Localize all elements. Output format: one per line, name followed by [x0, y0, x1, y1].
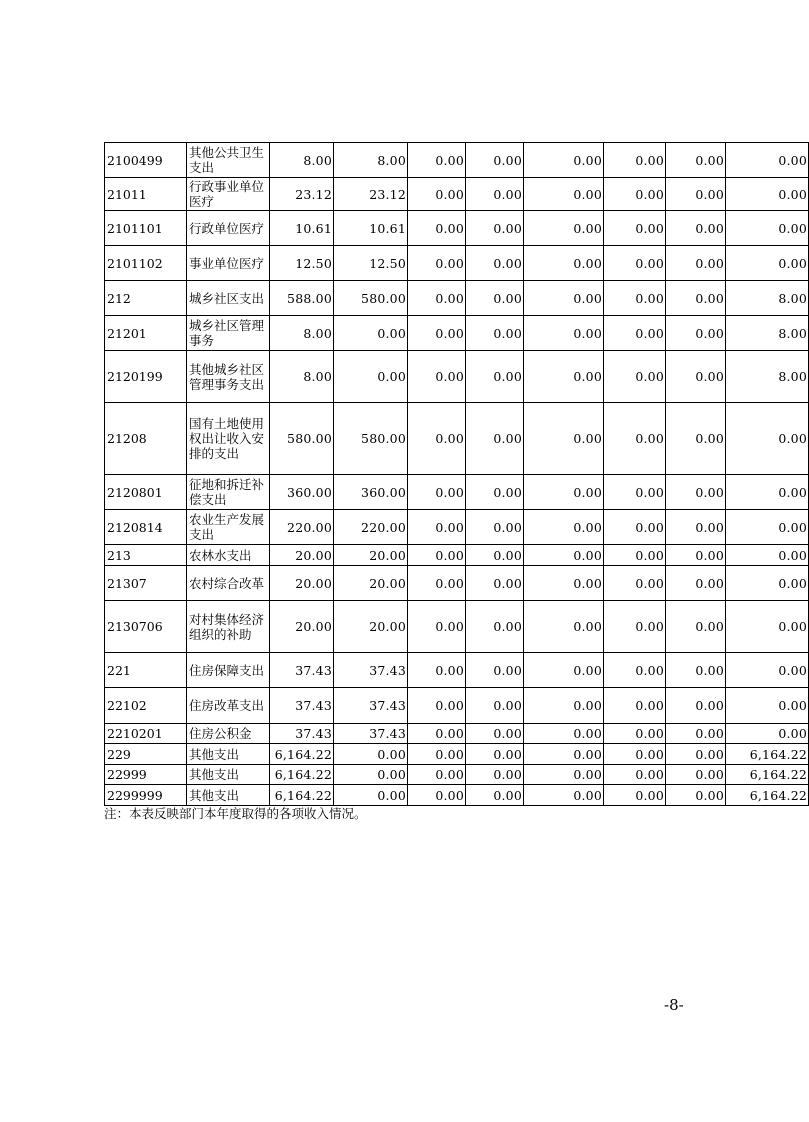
amount-cell: 0.00 [466, 281, 524, 316]
amount-cell: 0.00 [466, 724, 524, 744]
subject-code-cell: 2210201 [105, 724, 187, 744]
amount-cell: 0.00 [666, 601, 726, 653]
amount-cell: 0.00 [408, 403, 466, 475]
amount-cell: 0.00 [524, 178, 604, 211]
subject-code-cell: 2120199 [105, 351, 187, 403]
amount-cell: 0.00 [408, 653, 466, 688]
amount-cell: 580.00 [334, 281, 408, 316]
table-row [105, 211, 809, 246]
table-body [105, 143, 809, 806]
table-row [105, 246, 809, 281]
amount-cell: 23.12 [270, 178, 334, 211]
amount-cell: 0.00 [666, 724, 726, 744]
amount-cell: 0.00 [726, 724, 809, 744]
amount-cell: 0.00 [666, 351, 726, 403]
amount-cell: 0.00 [466, 545, 524, 566]
amount-cell: 0.00 [524, 744, 604, 765]
amount-cell: 0.00 [524, 510, 604, 545]
amount-cell: 0.00 [408, 316, 466, 351]
amount-cell: 6,164.22 [726, 765, 809, 785]
subject-name-cell: 行政单位医疗 [187, 211, 270, 246]
subject-code-cell: 229 [105, 744, 187, 765]
amount-cell: 0.00 [726, 475, 809, 510]
amount-cell: 37.43 [270, 724, 334, 744]
amount-cell: 0.00 [726, 601, 809, 653]
amount-cell: 37.43 [270, 653, 334, 688]
amount-cell: 0.00 [726, 653, 809, 688]
amount-cell: 0.00 [408, 688, 466, 724]
amount-cell: 0.00 [524, 601, 604, 653]
amount-cell: 0.00 [666, 178, 726, 211]
amount-cell: 580.00 [334, 403, 408, 475]
subject-name-cell: 事业单位医疗 [187, 246, 270, 281]
amount-cell: 0.00 [726, 246, 809, 281]
amount-cell: 23.12 [334, 178, 408, 211]
amount-cell: 0.00 [666, 765, 726, 785]
amount-cell: 220.00 [334, 510, 408, 545]
amount-cell: 0.00 [604, 281, 666, 316]
amount-cell: 0.00 [408, 765, 466, 785]
subject-name-cell: 农业生产发展支出 [187, 510, 270, 545]
amount-cell: 0.00 [408, 545, 466, 566]
amount-cell: 6,164.22 [270, 765, 334, 785]
amount-cell: 0.00 [466, 211, 524, 246]
page-number: -8- [664, 996, 684, 1014]
amount-cell: 8.00 [726, 281, 809, 316]
amount-cell: 0.00 [466, 785, 524, 806]
amount-cell: 0.00 [726, 688, 809, 724]
amount-cell: 0.00 [408, 744, 466, 765]
amount-cell: 360.00 [270, 475, 334, 510]
amount-cell: 0.00 [666, 510, 726, 545]
amount-cell: 0.00 [408, 566, 466, 601]
amount-cell: 20.00 [270, 566, 334, 601]
amount-cell: 0.00 [524, 475, 604, 510]
amount-cell: 0.00 [466, 403, 524, 475]
subject-code-cell: 21307 [105, 566, 187, 601]
subject-code-cell: 2100499 [105, 143, 187, 178]
table-row [105, 724, 809, 744]
income-table [104, 142, 809, 806]
subject-code-cell: 221 [105, 653, 187, 688]
amount-cell: 0.00 [334, 785, 408, 806]
amount-cell: 0.00 [666, 545, 726, 566]
amount-cell: 0.00 [466, 246, 524, 281]
subject-code-cell: 22102 [105, 688, 187, 724]
amount-cell: 20.00 [270, 601, 334, 653]
amount-cell: 37.43 [270, 688, 334, 724]
amount-cell: 8.00 [334, 143, 408, 178]
amount-cell: 12.50 [334, 246, 408, 281]
amount-cell: 0.00 [408, 281, 466, 316]
subject-code-cell: 21208 [105, 403, 187, 475]
subject-code-cell: 21011 [105, 178, 187, 211]
amount-cell: 0.00 [408, 475, 466, 510]
amount-cell: 8.00 [270, 351, 334, 403]
subject-name-cell: 城乡社区支出 [187, 281, 270, 316]
amount-cell: 0.00 [408, 724, 466, 744]
amount-cell: 0.00 [524, 281, 604, 316]
amount-cell: 0.00 [466, 744, 524, 765]
amount-cell: 0.00 [666, 785, 726, 806]
amount-cell: 20.00 [270, 545, 334, 566]
amount-cell: 0.00 [726, 403, 809, 475]
amount-cell: 0.00 [666, 744, 726, 765]
amount-cell: 0.00 [604, 744, 666, 765]
amount-cell: 37.43 [334, 724, 408, 744]
amount-cell: 0.00 [524, 785, 604, 806]
subject-code-cell: 21201 [105, 316, 187, 351]
amount-cell: 8.00 [270, 316, 334, 351]
amount-cell: 0.00 [666, 143, 726, 178]
amount-cell: 10.61 [334, 211, 408, 246]
amount-cell: 0.00 [408, 143, 466, 178]
subject-code-cell: 2299999 [105, 785, 187, 806]
table-row [105, 351, 809, 403]
subject-code-cell: 2120801 [105, 475, 187, 510]
amount-cell: 6,164.22 [270, 785, 334, 806]
amount-cell: 0.00 [524, 143, 604, 178]
amount-cell: 37.43 [334, 688, 408, 724]
subject-name-cell: 征地和拆迁补偿支出 [187, 475, 270, 510]
amount-cell: 0.00 [466, 351, 524, 403]
table-row [105, 744, 809, 765]
amount-cell: 0.00 [604, 724, 666, 744]
amount-cell: 0.00 [604, 403, 666, 475]
subject-name-cell: 住房保障支出 [187, 653, 270, 688]
amount-cell: 0.00 [666, 316, 726, 351]
subject-code-cell: 22999 [105, 765, 187, 785]
amount-cell: 0.00 [334, 744, 408, 765]
subject-name-cell: 其他支出 [187, 744, 270, 765]
table-row [105, 316, 809, 351]
subject-name-cell: 住房改革支出 [187, 688, 270, 724]
amount-cell: 0.00 [408, 246, 466, 281]
amount-cell: 0.00 [604, 178, 666, 211]
amount-cell: 0.00 [604, 316, 666, 351]
amount-cell: 6,164.22 [270, 744, 334, 765]
amount-cell: 0.00 [408, 178, 466, 211]
amount-cell: 0.00 [604, 545, 666, 566]
amount-cell: 0.00 [604, 765, 666, 785]
amount-cell: 0.00 [666, 281, 726, 316]
amount-cell: 0.00 [726, 178, 809, 211]
amount-cell: 10.61 [270, 211, 334, 246]
amount-cell: 0.00 [604, 601, 666, 653]
amount-cell: 0.00 [726, 566, 809, 601]
subject-name-cell: 其他支出 [187, 785, 270, 806]
subject-code-cell: 2120814 [105, 510, 187, 545]
amount-cell: 6,164.22 [726, 785, 809, 806]
amount-cell: 37.43 [334, 653, 408, 688]
amount-cell: 0.00 [408, 510, 466, 545]
table-row [105, 510, 809, 545]
amount-cell: 0.00 [604, 785, 666, 806]
subject-code-cell: 212 [105, 281, 187, 316]
subject-name-cell: 其他城乡社区管理事务支出 [187, 351, 270, 403]
table-row [105, 475, 809, 510]
amount-cell: 0.00 [408, 211, 466, 246]
amount-cell: 0.00 [466, 765, 524, 785]
amount-cell: 8.00 [726, 351, 809, 403]
amount-cell: 0.00 [604, 246, 666, 281]
amount-cell: 0.00 [666, 403, 726, 475]
amount-cell: 0.00 [524, 351, 604, 403]
table-row [105, 601, 809, 653]
subject-name-cell: 其他公共卫生支出 [187, 143, 270, 178]
subject-name-cell: 农村综合改革 [187, 566, 270, 601]
amount-cell: 0.00 [524, 403, 604, 475]
amount-cell: 0.00 [466, 178, 524, 211]
amount-cell: 0.00 [524, 566, 604, 601]
amount-cell: 0.00 [524, 765, 604, 785]
table-row [105, 545, 809, 566]
amount-cell: 0.00 [408, 351, 466, 403]
amount-cell: 0.00 [604, 653, 666, 688]
amount-cell: 12.50 [270, 246, 334, 281]
amount-cell: 0.00 [604, 475, 666, 510]
amount-cell: 20.00 [334, 545, 408, 566]
amount-cell: 0.00 [524, 246, 604, 281]
amount-cell: 0.00 [666, 688, 726, 724]
amount-cell: 6,164.22 [726, 744, 809, 765]
amount-cell: 0.00 [466, 510, 524, 545]
amount-cell: 0.00 [604, 143, 666, 178]
subject-code-cell: 2130706 [105, 601, 187, 653]
table-note: 注：本表反映部门本年度取得的各项收入情况。 [104, 806, 367, 821]
amount-cell: 0.00 [466, 316, 524, 351]
table-row [105, 765, 809, 785]
amount-cell: 0.00 [666, 653, 726, 688]
subject-name-cell: 城乡社区管理事务 [187, 316, 270, 351]
amount-cell: 0.00 [666, 475, 726, 510]
subject-name-cell: 住房公积金 [187, 724, 270, 744]
amount-cell: 20.00 [334, 601, 408, 653]
table-row [105, 688, 809, 724]
amount-cell: 0.00 [334, 351, 408, 403]
amount-cell: 0.00 [604, 566, 666, 601]
table-row [105, 403, 809, 475]
amount-cell: 8.00 [726, 316, 809, 351]
amount-cell: 0.00 [524, 724, 604, 744]
amount-cell: 0.00 [524, 653, 604, 688]
amount-cell: 0.00 [726, 143, 809, 178]
amount-cell: 0.00 [466, 566, 524, 601]
amount-cell: 0.00 [466, 601, 524, 653]
amount-cell: 0.00 [466, 653, 524, 688]
amount-cell: 0.00 [408, 601, 466, 653]
subject-name-cell: 农林水支出 [187, 545, 270, 566]
amount-cell: 0.00 [726, 510, 809, 545]
amount-cell: 0.00 [666, 246, 726, 281]
amount-cell: 0.00 [466, 143, 524, 178]
amount-cell: 0.00 [726, 545, 809, 566]
amount-cell: 0.00 [604, 510, 666, 545]
subject-code-cell: 2101101 [105, 211, 187, 246]
amount-cell: 0.00 [466, 688, 524, 724]
table-row [105, 653, 809, 688]
subject-name-cell: 行政事业单位医疗 [187, 178, 270, 211]
amount-cell: 0.00 [466, 475, 524, 510]
amount-cell: 588.00 [270, 281, 334, 316]
amount-cell: 0.00 [524, 688, 604, 724]
amount-cell: 0.00 [524, 545, 604, 566]
table-row [105, 281, 809, 316]
subject-name-cell: 国有土地使用权出让收入安排的支出 [187, 403, 270, 475]
amount-cell: 0.00 [524, 211, 604, 246]
amount-cell: 8.00 [270, 143, 334, 178]
subject-code-cell: 213 [105, 545, 187, 566]
amount-cell: 0.00 [604, 688, 666, 724]
table-row [105, 785, 809, 806]
amount-cell: 0.00 [604, 351, 666, 403]
amount-cell: 0.00 [408, 785, 466, 806]
subject-code-cell: 2101102 [105, 246, 187, 281]
subject-name-cell: 对村集体经济组织的补助 [187, 601, 270, 653]
amount-cell: 20.00 [334, 566, 408, 601]
table-row [105, 178, 809, 211]
table-row [105, 143, 809, 178]
amount-cell: 0.00 [334, 316, 408, 351]
amount-cell: 0.00 [334, 765, 408, 785]
amount-cell: 0.00 [524, 316, 604, 351]
amount-cell: 580.00 [270, 403, 334, 475]
amount-cell: 0.00 [666, 211, 726, 246]
amount-cell: 0.00 [604, 211, 666, 246]
amount-cell: 0.00 [666, 566, 726, 601]
table-row [105, 566, 809, 601]
amount-cell: 0.00 [726, 211, 809, 246]
subject-name-cell: 其他支出 [187, 765, 270, 785]
amount-cell: 220.00 [270, 510, 334, 545]
amount-cell: 360.00 [334, 475, 408, 510]
